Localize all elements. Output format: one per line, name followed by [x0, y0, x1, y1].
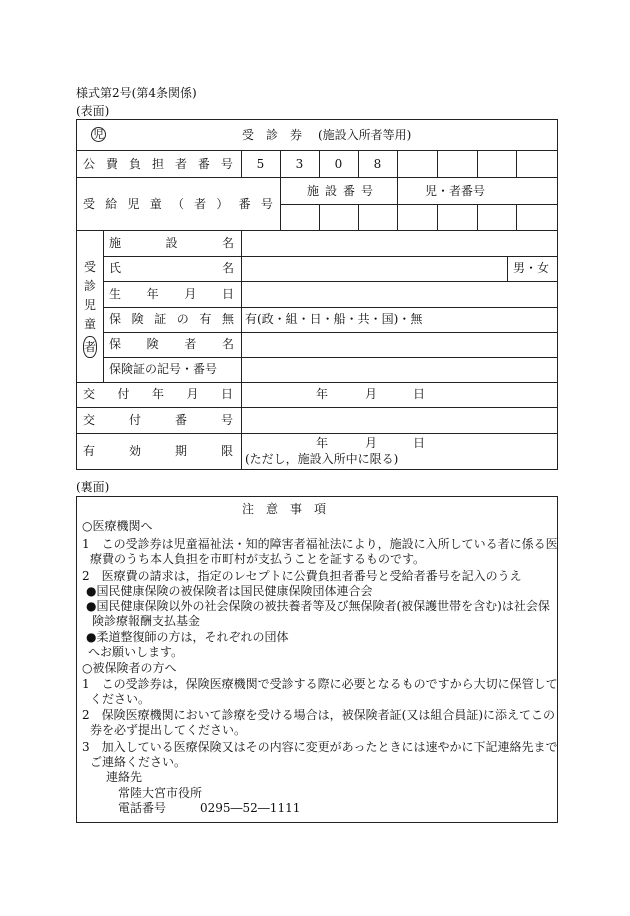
form-subtitle: (施設入所者等用) [318, 128, 412, 142]
notes-line: 険診療報酬支払基金 [92, 614, 201, 628]
notes-line: 2 医療費の請求は，指定のレセプトに公費負担者番号と受給者番号を記入のうえ [82, 569, 522, 583]
issue-date-day: 日 [413, 387, 426, 401]
payer-digit: 5 [256, 157, 265, 171]
recipient-number-label: 受 給 児 童 （ 者 ） 番 号 [83, 197, 273, 211]
back-side-label: (裏面) [76, 480, 110, 494]
child-circle-mark: 児 [93, 128, 104, 141]
payer-digit: 0 [334, 157, 343, 171]
validity-month: 月 [365, 436, 378, 450]
recipient-side-label: 受 診 児 童 者 [80, 258, 100, 358]
issue-date-label: 交 付 年 月 日 [83, 387, 233, 401]
issue-number-label: 交 付 番 号 [83, 413, 233, 427]
notes-line: ●柔道整復師の方は，それぞれの団体 [86, 630, 289, 644]
insurance-card-value: 有(政・組・日・船・共・国)・無 [245, 312, 423, 326]
notes-line: ご連絡ください。 [90, 755, 187, 769]
child-number-label: 児・者番号 [425, 184, 486, 198]
notes-line: ●国民健康保険の被保険者は国民健康保険団体連合会 [86, 584, 373, 598]
front-side-label: (表面) [76, 104, 110, 118]
facility-number-label: 施設番号 [307, 184, 380, 198]
birth-date-label: 生 年 月 日 [109, 287, 234, 301]
issue-date-month: 月 [365, 387, 378, 401]
notes-line: 3 加入している医療保険又はその内容に変更があったときには速やかに下記連絡先まで [82, 740, 558, 754]
notes-line: ○医療機関へ [82, 519, 153, 533]
notes-line: 療費のうち本人負担を市町村が支払うことを証するものです。 [90, 552, 426, 566]
insurer-name-label: 保 険 者 名 [109, 337, 234, 351]
notes-line: ください。 [90, 692, 151, 706]
issue-date-year: 年 [316, 387, 329, 401]
notes-line: 1 この受診券は，保険医療機関で受診する際に必要となるものですから大切に保管して [82, 677, 558, 691]
card-symbol-number-label: 保険証の記号・番号 [109, 362, 218, 376]
notes-line: 券を必ず提出してください。 [90, 723, 247, 737]
notes-line: ●国民健康保険以外の社会保険の被扶養者等及び無保険者(被保護世帯を含む)は社会保 [86, 599, 550, 613]
contact-phone-number: 0295―52―1111 [200, 801, 301, 815]
notes-line: 2 保険医療機関において診療を受ける場合は，被保険者証(又は組合員証)に添えてこの [82, 708, 556, 722]
form-title: 受 診 券 [242, 128, 303, 142]
notes-title: 注 意 事 項 [242, 502, 327, 516]
name-label: 氏 名 [109, 261, 234, 275]
facility-name-label: 施 設 名 [109, 236, 234, 250]
form-number-label: 様式第2号(第4条関係) [76, 86, 197, 100]
notes-line: 1 この受診券は児童福祉法・知的障害者福祉法により，施設に入所している者に係る医 [82, 537, 558, 551]
sex-options: 男・女 [513, 261, 550, 275]
notes-line: ○被保険者の方へ [82, 661, 177, 675]
validity-year: 年 [316, 436, 329, 450]
payer-number-label: 公 費 負 担 者 番 号 [83, 157, 233, 171]
validity-label: 有 効 期 限 [83, 444, 233, 458]
payer-digit: 3 [295, 157, 304, 171]
validity-day: 日 [413, 436, 426, 450]
notes-line: 連絡先 [106, 770, 143, 784]
validity-note: (ただし，施設入所中に限る) [245, 452, 399, 466]
notes-line: へお願いします。 [88, 645, 184, 659]
notes-line: 常陸大宮市役所 [118, 786, 203, 800]
insurance-card-label: 保 険 証 の 有 無 [109, 312, 234, 326]
payer-digit: 8 [373, 157, 382, 171]
notes-line: 電話番号 [118, 801, 167, 815]
